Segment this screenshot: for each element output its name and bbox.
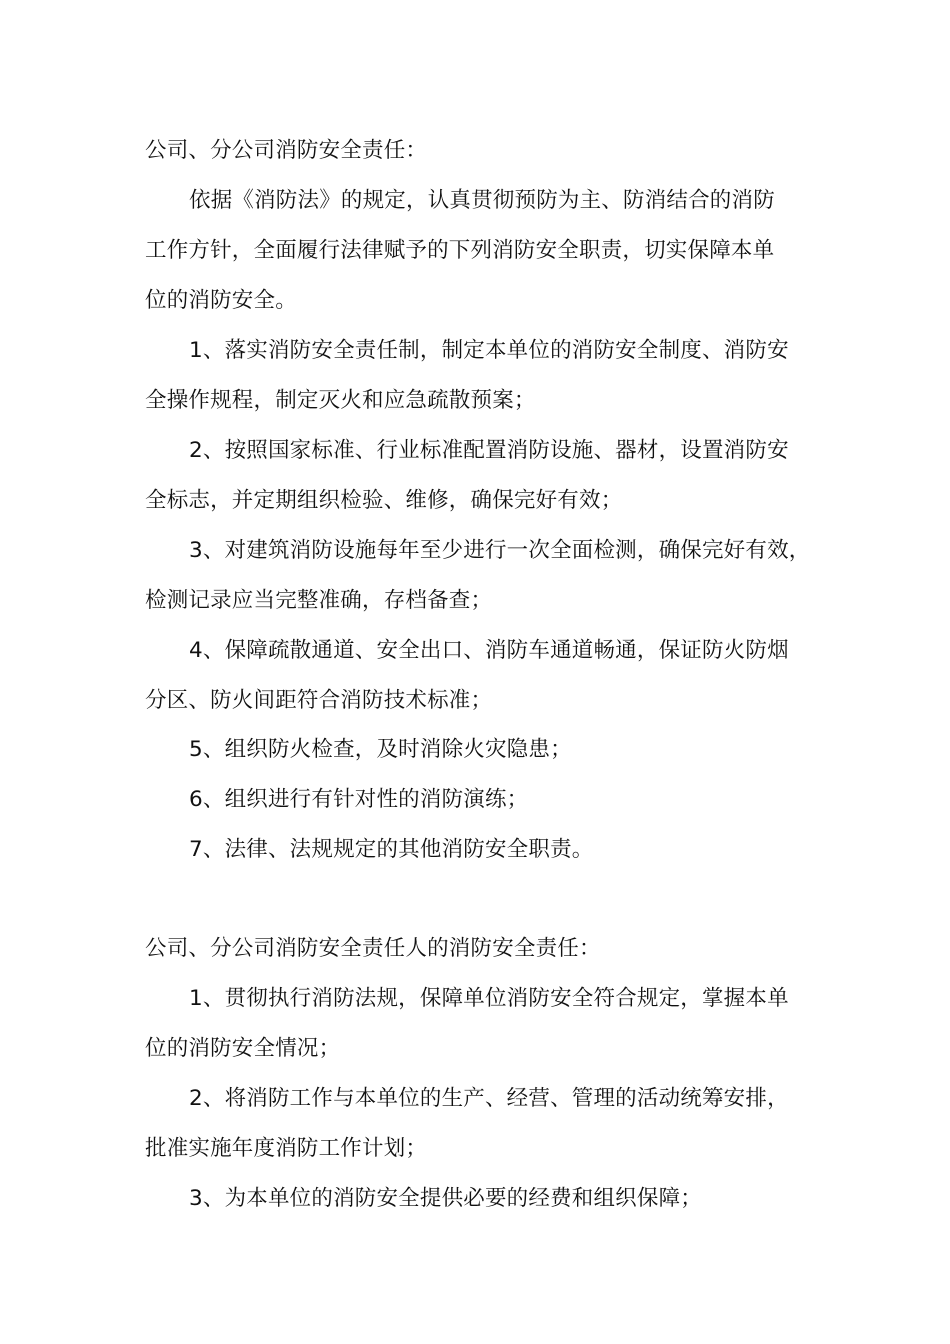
section-heading: 公司、分公司消防安全责任人的消防安全责任： bbox=[145, 936, 601, 961]
list-item: 1、贯彻执行消防法规，保障单位消防安全符合规定，掌握本单 bbox=[189, 986, 789, 1011]
list-item: 1、落实消防安全责任制，制定本单位的消防安全制度、消防安 bbox=[189, 338, 789, 363]
list-item-continuation: 全操作规程，制定灭火和应急疏散预案； bbox=[145, 388, 536, 413]
list-item: 5、组织防火检查，及时消除火灾隐患； bbox=[189, 737, 572, 762]
list-item-continuation: 分区、防火间距符合消防技术标准； bbox=[145, 688, 493, 713]
list-item: 2、按照国家标准、行业标准配置消防设施、器材，设置消防安 bbox=[189, 438, 789, 463]
list-item-continuation: 位的消防安全情况； bbox=[145, 1036, 341, 1061]
list-item-continuation: 全标志，并定期组织检验、维修，确保完好有效； bbox=[145, 488, 623, 513]
list-item-continuation: 批准实施年度消防工作计划； bbox=[145, 1136, 428, 1161]
intro-line: 位的消防安全。 bbox=[145, 288, 297, 313]
list-item: 4、保障疏散通道、安全出口、消防车通道畅通，保证防火防烟 bbox=[189, 638, 789, 663]
list-item-continuation: 检测记录应当完整准确，存档备查； bbox=[145, 588, 493, 613]
list-item: 7、法律、法规规定的其他消防安全职责。 bbox=[189, 837, 594, 862]
section-heading: 公司、分公司消防安全责任： bbox=[145, 138, 428, 163]
list-item: 2、将消防工作与本单位的生产、经营、管理的活动统筹安排， bbox=[189, 1086, 789, 1111]
list-item: 3、为本单位的消防安全提供必要的经费和组织保障； bbox=[189, 1186, 702, 1211]
list-item: 3、对建筑消防设施每年至少进行一次全面检测，确保完好有效， bbox=[189, 538, 811, 563]
intro-line: 工作方针，全面履行法律赋予的下列消防安全职责，切实保障本单 bbox=[145, 238, 775, 263]
intro-line: 依据《消防法》的规定，认真贯彻预防为主、防消结合的消防 bbox=[189, 188, 775, 213]
list-item: 6、组织进行有针对性的消防演练； bbox=[189, 787, 529, 812]
